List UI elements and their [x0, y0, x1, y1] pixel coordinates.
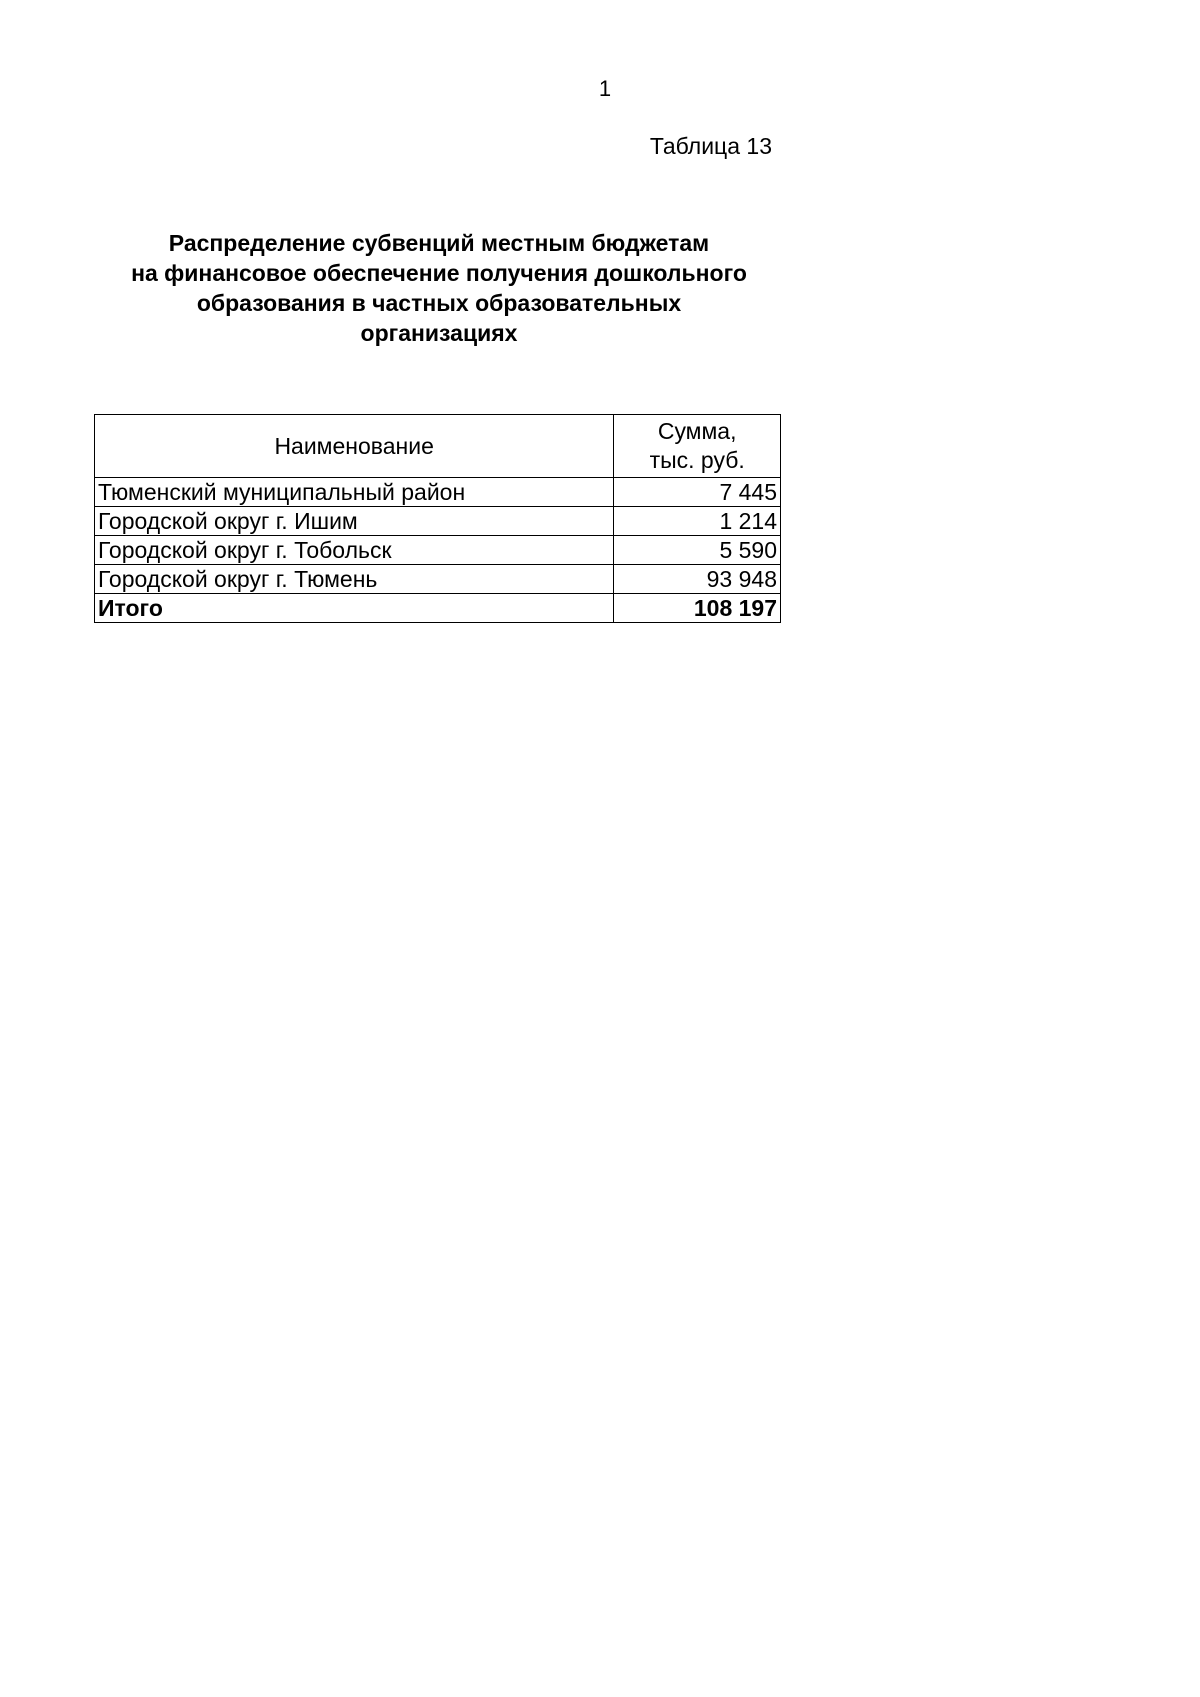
header-sum-line2: тыс. руб. — [649, 447, 745, 473]
row-value: 93 948 — [614, 565, 781, 594]
table-total-row — [95, 594, 781, 623]
table-row — [95, 536, 781, 565]
row-name: Тюменский муниципальный район — [95, 478, 614, 507]
table-row — [95, 565, 781, 594]
row-name: Городской округ г. Тобольск — [95, 536, 614, 565]
table-header-row — [95, 415, 781, 478]
page-number: 1 — [598, 76, 612, 101]
header-sum — [614, 415, 781, 478]
total-value: 108 197 — [614, 594, 781, 623]
table-row — [95, 478, 781, 507]
title-line: Распределение субвенций местным бюджетам — [168, 230, 710, 256]
subvention-table — [94, 414, 781, 623]
title-line: образования в частных образовательных — [196, 290, 682, 316]
row-value: 7 445 — [614, 478, 781, 507]
row-value: 1 214 — [614, 507, 781, 536]
table-row — [95, 507, 781, 536]
title-line: организациях — [360, 320, 518, 346]
row-name: Городской округ г. Тюмень — [95, 565, 614, 594]
header-name: Наименование — [95, 415, 614, 478]
document-title — [94, 228, 784, 348]
total-name: Итого — [95, 594, 614, 623]
row-name: Городской округ г. Ишим — [95, 507, 614, 536]
table-label: Таблица 13 — [649, 133, 772, 159]
header-sum-line1: Сумма, — [657, 418, 737, 444]
row-value: 5 590 — [614, 536, 781, 565]
title-line: на финансовое обеспечение получения дошкольного — [131, 260, 747, 286]
